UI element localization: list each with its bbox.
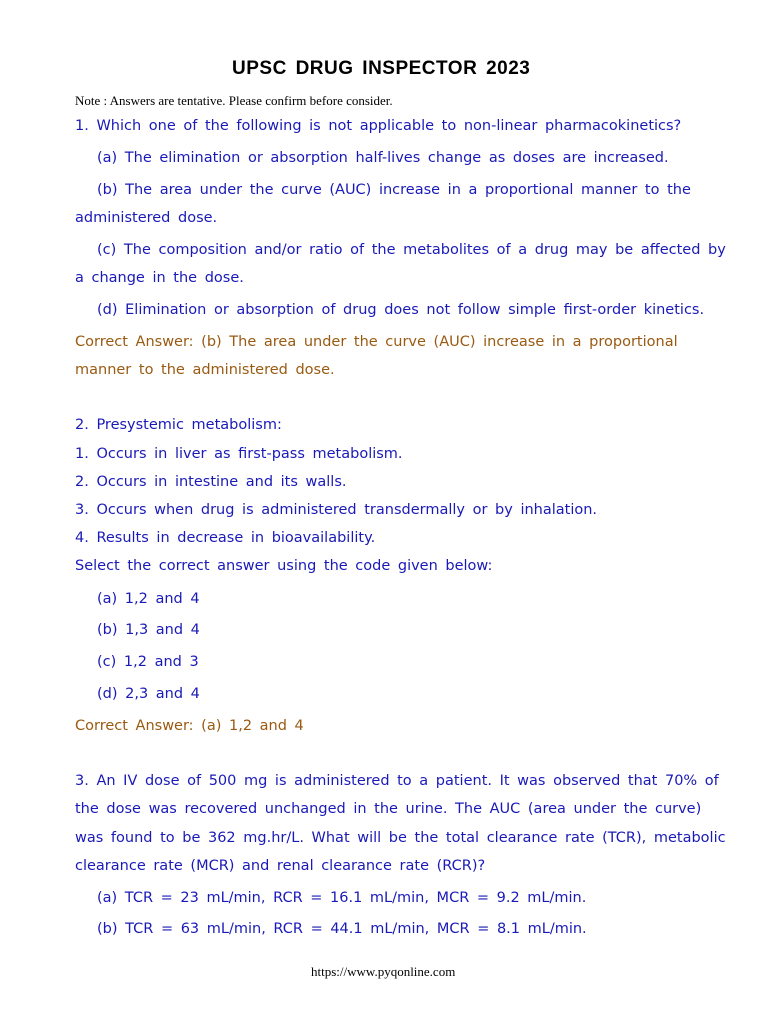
q1-option-b: (b) The area under the curve (AUC) increase in a proportional manner to the [97,182,691,198]
q1-correct-answer: Correct Answer: (b) The area under the curve (AUC) increase in a proportional [75,334,678,350]
q1-option-d: (d) Elimination or absorption of drug does not follow simple first-order kinetics. [97,302,705,318]
q2-option-d: (d) 2,3 and 4 [97,686,200,702]
q1-option-c: (c) The composition and/or ratio of the metabolites of a drug may be affected by [97,242,726,258]
q2-instruction: Select the correct answer using the code given below: [75,558,493,574]
q1-option-a: (a) The elimination or absorption half-lives change as doses are increased. [97,150,669,166]
q3-stem: 3. An IV dose of 500 mg is administered to a patient. It was observed that 70% of [75,773,719,789]
q2-correct-answer: Correct Answer: (a) 1,2 and 4 [75,718,304,734]
q1-option-b-continued: administered dose. [75,210,218,226]
footer-url: https://www.pyqonline.com [311,964,456,979]
q1-stem: 1. Which one of the following is not applicable to non-linear pharmacokinetics? [75,118,682,134]
q2-statement-4: 4. Results in decrease in bioavailability. [75,530,376,546]
q3-stem-line-2: the dose was recovered unchanged in the urine. The AUC (area under the curve) [75,801,702,817]
q2-option-c: (c) 1,2 and 3 [97,654,199,670]
q2-stem: 2. Presystemic metabolism: [75,417,282,433]
page-title: UPSC DRUG INSPECTOR 2023 [232,58,531,79]
q2-option-a: (a) 1,2 and 4 [97,591,200,607]
q1-correct-answer-continued: manner to the administered dose. [75,362,335,378]
q2-option-b: (b) 1,3 and 4 [97,622,200,638]
q3-stem-line-4: clearance rate (MCR) and renal clearance rate (RCR)? [75,858,486,874]
q3-option-b: (b) TCR = 63 mL/min, RCR = 44.1 mL/min, MCR = 8.1 mL/min. [97,921,587,937]
q2-statement-1: 1. Occurs in liver as first-pass metabolism. [75,446,403,462]
q2-statement-2: 2. Occurs in intestine and its walls. [75,474,347,490]
q3-option-a: (a) TCR = 23 mL/min, RCR = 16.1 mL/min, MCR = 9.2 mL/min. [97,890,587,906]
q2-statement-3: 3. Occurs when drug is administered transdermally or by inhalation. [75,502,598,518]
q3-stem-line-3: was found to be 362 mg.hr/L. What will be the total clearance rate (TCR), metabolic [75,830,726,846]
disclaimer-note: Note : Answers are tentative. Please confirm before consider. [75,93,393,108]
q1-option-c-continued: a change in the dose. [75,270,244,286]
